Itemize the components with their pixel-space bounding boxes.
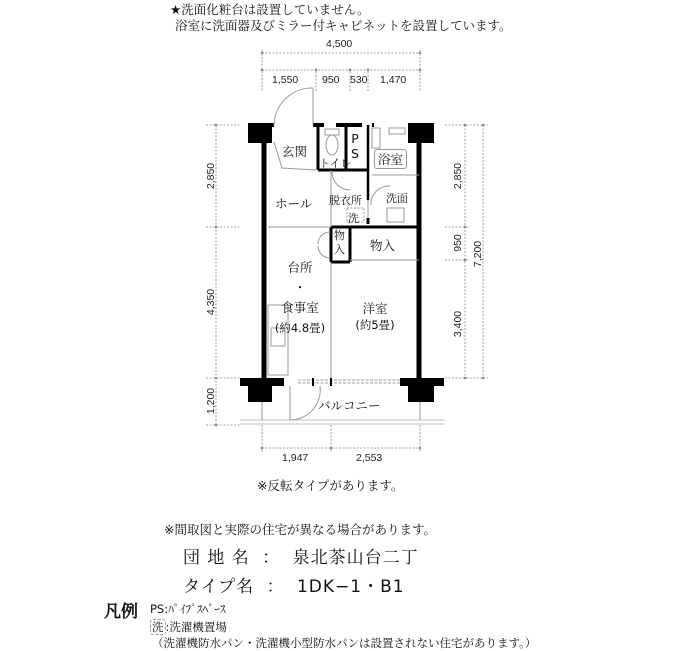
dim-top-total: 4,500 <box>326 38 353 50</box>
washer-space: 洗 <box>348 212 359 225</box>
room-closet: 物入 <box>370 238 396 253</box>
room-hall: ホール <box>275 196 313 211</box>
washer-legend-text: :洗濯機置場 <box>165 620 227 634</box>
room-dressing: 脱衣所 <box>329 194 362 207</box>
closet-small-label-1: 物 <box>334 229 345 242</box>
note-no-vanity: ★洗面化粧台は設置していません。 <box>170 2 370 17</box>
note-disclaimer: ※間取図と実際の住宅が異なる場合があります。 <box>164 522 436 537</box>
dim-top-3: 530 <box>350 74 368 86</box>
legend-washer <box>150 619 227 635</box>
type-name-value: 1DK−1・B1 <box>296 577 405 597</box>
dim-left-2: 4,350 <box>205 288 217 316</box>
note-reverse-type: ※反転タイプがあります。 <box>257 478 404 493</box>
dim-bottom-2: 2,553 <box>356 452 383 464</box>
room-washroom: 洗面 <box>386 192 408 205</box>
western-room-size: (約5畳) <box>355 318 395 332</box>
room-closet-small <box>334 229 345 257</box>
type-name-separator: ： <box>266 577 285 597</box>
closet-small-label-2: 入 <box>334 243 345 256</box>
legend-ps: PS:ﾊﾟｲﾌﾟｽﾍﾟｰｽ <box>150 602 226 616</box>
western-room-label: 洋室 <box>362 301 388 316</box>
type-name-label: タイプ名 <box>183 577 255 597</box>
legend-title: 凡例 <box>104 602 138 622</box>
room-balcony: バルコニー <box>318 398 381 413</box>
room-ps <box>351 131 359 161</box>
estate-name-label: 団 地 名 <box>183 548 250 568</box>
estate-name-row <box>183 543 419 568</box>
ps-label-s: S <box>351 146 359 161</box>
ps-label-p: P <box>351 131 359 146</box>
dim-bottom-1: 1,947 <box>282 452 309 464</box>
dim-left-3: 1,200 <box>205 387 217 415</box>
washer-legend-icon: 洗 <box>152 620 164 634</box>
dining-label: 食事室 <box>281 300 319 315</box>
room-toilet: トイレ <box>319 157 352 170</box>
legend-washer-note: （洗濯機防水パン・洗濯機小型防水パンは設置されない住宅があります。） <box>152 636 537 650</box>
kitchen-label: 台所 <box>287 260 313 275</box>
dim-right-1: 2,850 <box>452 162 464 190</box>
room-kitchen-dining <box>270 258 330 338</box>
dim-top-4: 1,470 <box>380 74 407 86</box>
window-mullions <box>313 378 331 386</box>
dim-right-3: 3,400 <box>452 310 464 338</box>
dim-left-1: 2,850 <box>205 162 217 190</box>
dim-top-1: 1,550 <box>272 74 299 86</box>
dim-right-total: 7,200 <box>472 240 484 268</box>
dim-right-2: 950 <box>452 234 464 252</box>
note-bath-cabinet: 浴室に洗面器及びミラー付キャビネットを設置しています。 <box>175 18 512 33</box>
room-western <box>345 300 405 334</box>
estate-name-value: 泉北茶山台二丁 <box>292 548 419 568</box>
kitchen-dot: ・ <box>293 280 307 295</box>
room-bathroom: 浴室 <box>374 149 407 169</box>
room-entrance: 玄関 <box>282 144 308 159</box>
dim-top-2: 950 <box>322 74 340 86</box>
type-name-row <box>183 572 405 597</box>
estate-name-separator: ： <box>262 548 281 568</box>
kitchen-size: (約4.8畳) <box>274 321 326 335</box>
